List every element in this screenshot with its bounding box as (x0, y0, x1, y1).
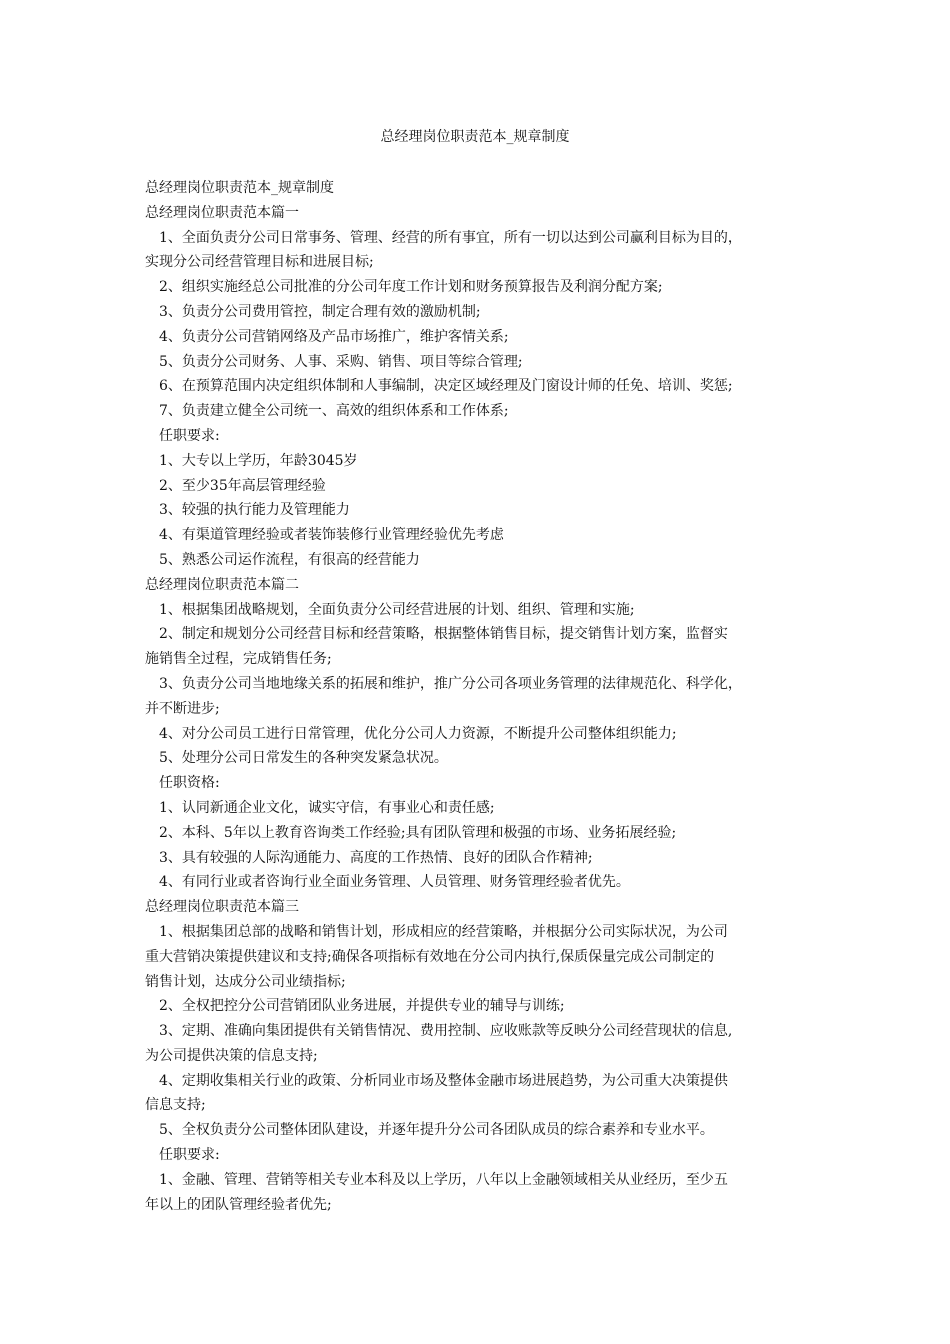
text-line: 6、在预算范围内决定组织体制和人事编制，决定区域经理及门窗设计师的任免、培训、奖惩; (159, 378, 733, 395)
text-line: 4、定期收集相关行业的政策、分析同业市场及整体金融市场进展趋势，为公司重大决策提供 (159, 1072, 728, 1089)
text-line: 7、负责建立健全公司统一、高效的组织体系和工作体系; (159, 403, 509, 420)
text-line: 总经理岗位职责范本_规章制度 (145, 180, 334, 196)
text-line: 重大营销决策提供建议和支持;确保各项指标有效地在分公司内执行,保质保量完成公司制定的 (145, 948, 715, 965)
text-line: 2、组织实施经总公司批准的分公司年度工作计划和财务预算报告及利润分配方案; (159, 279, 663, 296)
text-line: 为公司提供决策的信息支持; (145, 1047, 318, 1064)
text-line: 3、定期、准确向集团提供有关销售情况、费用控制、应收账款等反映分公司经营现状的信息, (159, 1023, 733, 1040)
text-line: 4、有同行业或者咨询行业全面业务管理、人员管理、财务管理经验者优先。 (159, 874, 630, 891)
text-line: 1、大专以上学历，年龄3045岁 (159, 452, 358, 469)
text-line: 5、处理分公司日常发生的各种突发紧急状况。 (159, 750, 448, 767)
text-line: 1、全面负责分公司日常事务、管理、经营的所有事宜，所有一切以达到公司赢利目标为目的， (159, 229, 742, 246)
text-line: 2、至少35年高层管理经验 (159, 477, 326, 494)
text-line: 2、全权把控分公司营销团队业务进展，并提供专业的辅导与训练; (159, 998, 565, 1015)
page-title: 总经理岗位职责范本_规章制度 (380, 129, 570, 145)
text-line: 年以上的团队管理经验者优先; (145, 1196, 332, 1213)
text-line: 任职要求: (159, 1147, 220, 1164)
text-line: 并不断进步; (145, 700, 220, 717)
text-line: 3、负责分公司当地地缘关系的拓展和维护，推广分公司各项业务管理的法律规范化、科学化， (159, 675, 742, 692)
text-line: 任职资格: (159, 775, 220, 792)
text-line: 4、有渠道管理经验或者装饰装修行业管理经验优先考虑 (159, 527, 504, 544)
document-body (145, 176, 817, 1217)
text-line: 5、负责分公司财务、人事、采购、销售、项目等综合管理; (159, 353, 523, 370)
text-line: 4、对分公司员工进行日常管理，优化分公司人力资源，不断提升公司整体组织能力; (159, 725, 677, 742)
text-line: 施销售全过程，完成销售任务; (145, 651, 332, 668)
text-line: 4、负责分公司营销网络及产品市场推广，维护客情关系; (159, 328, 509, 345)
text-line: 1、金融、管理、营销等相关专业本科及以上学历，八年以上金融领域相关从业经历，至少五 (159, 1171, 728, 1188)
text-line: 3、较强的执行能力及管理能力 (159, 502, 350, 519)
text-line: 任职要求: (159, 427, 220, 444)
text-line: 总经理岗位职责范本篇一 (145, 204, 299, 221)
text-line: 实现分公司经营管理目标和进展目标; (145, 254, 374, 271)
text-line: 5、熟悉公司运作流程，有很高的经营能力 (159, 551, 420, 568)
text-line: 5、全权负责分公司整体团队建设，并逐年提升分公司各团队成员的综合素养和专业水平。 (159, 1122, 714, 1139)
text-line: 总经理岗位职责范本篇三 (145, 899, 299, 916)
text-line: 销售计划，达成分公司业绩指标; (145, 973, 346, 990)
text-line: 3、负责分公司费用管控，制定合理有效的激励机制; (159, 303, 481, 320)
text-line: 1、根据集团总部的战略和销售计划，形成相应的经营策略，并根据分公司实际状况，为公司 (159, 923, 728, 940)
text-line: 信息支持; (145, 1097, 206, 1114)
text-line: 1、认同新通企业文化，诚实守信，有事业心和责任感; (159, 799, 495, 816)
text-line: 总经理岗位职责范本篇二 (145, 576, 299, 593)
text-line: 2、本科、5年以上教育咨询类工作经验;具有团队管理和极强的市场、业务拓展经验; (159, 824, 677, 841)
text-line: 3、具有较强的人际沟通能力、高度的工作热情、良好的团队合作精神; (159, 849, 593, 866)
text-line: 1、根据集团战略规划，全面负责分公司经营进展的计划、组织、管理和实施; (159, 601, 635, 618)
text-line: 2、制定和规划分公司经营目标和经营策略，根据整体销售目标，提交销售计划方案，监督实 (159, 626, 728, 643)
